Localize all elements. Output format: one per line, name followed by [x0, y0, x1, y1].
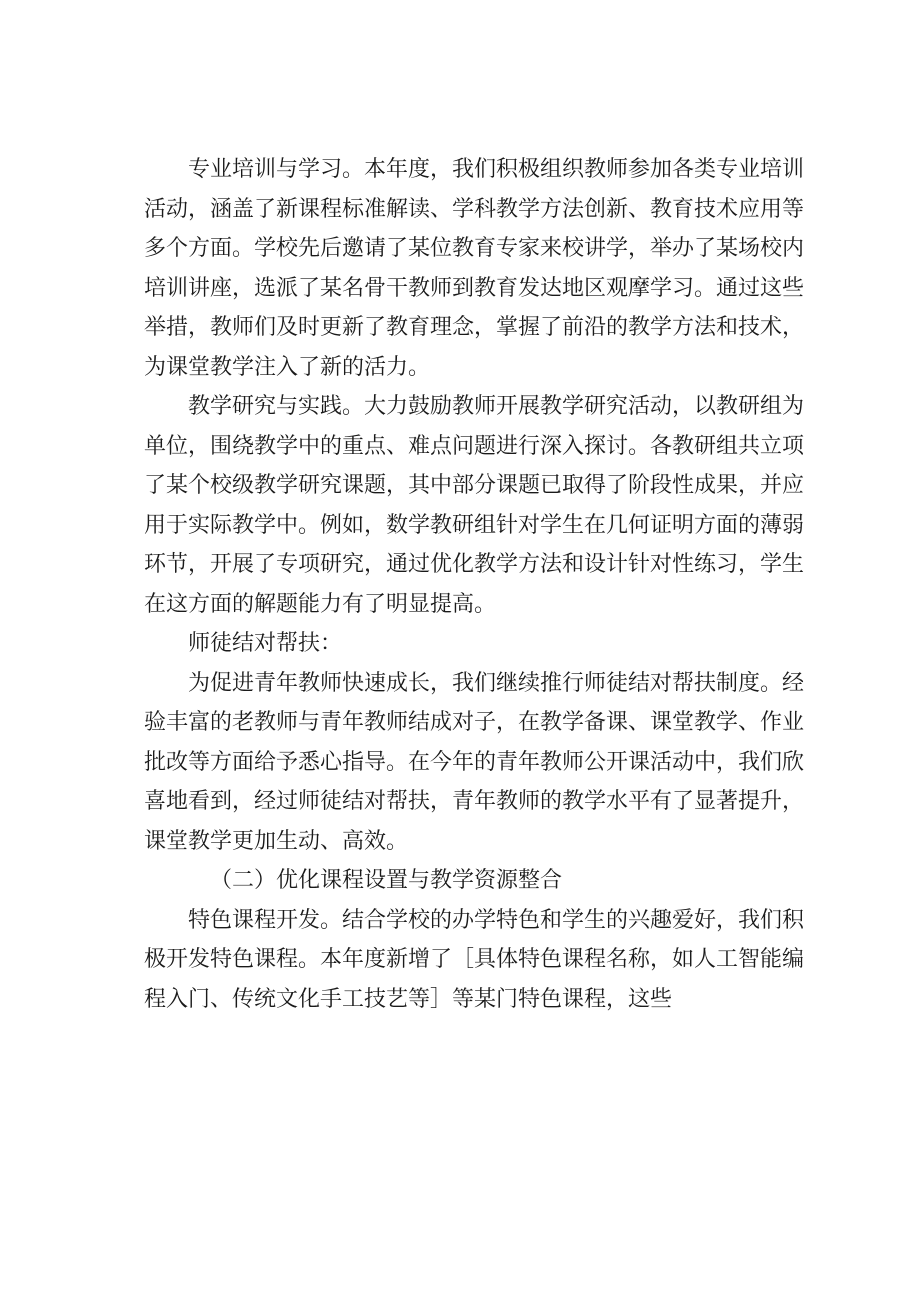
paragraph-mentorship-title: 师徒结对帮扶：: [188, 631, 343, 656]
paragraph-mentorship-body: 为促进青年教师快速成长，我们继续推行师徒结对帮扶制度。经验丰富的老教师与青年教师结成对子，在教学备课、课堂教学、作业批改等方面给予悉心指导。在今年的青年教师公开课活动中，我们欣喜地看到，经过师徒结对帮扶，青年教师的教学水平有了显著提升，课堂教学更加生动、高效。: [144, 670, 805, 854]
document-body: [144, 150, 804, 1019]
section-heading: （二）优化课程设置与教学资源整合: [210, 868, 563, 893]
paragraph-teaching-research: 教学研究与实践。大力鼓励教师开展教学研究活动，以教研组为单位，围绕教学中的重点、难点问题进行深入探讨。各教研组共立项了某个校级教学研究课题，其中部分课题已取得了阶段性成果，并应用于实际教学中。例如，数学教研组针对学生在几何证明方面的薄弱环节，开展了专项研究，通过优化教学方法和设计针对性练习，学生在这方面的解题能力有了明显提高。: [144, 394, 805, 617]
paragraph-professional-training: 专业培训与学习。本年度，我们积极组织教师参加各类专业培训活动，涵盖了新课程标准解读、学科教学方法创新、教育技术应用等多个方面。学校先后邀请了某位教育专家来校讲学，举办了某场校内培训讲座，选派了某名骨干教师到教育发达地区观摩学习。通过这些举措，教师们及时更新了教育理念，掌握了前沿的教学方法和技术，为课堂教学注入了新的活力。: [144, 157, 805, 380]
paragraph-featured-courses: 特色课程开发。结合学校的办学特色和学生的兴趣爱好，我们积极开发特色课程。本年度新增了［具体特色课程名称，如人工智能编程入门、传统文化手工技艺等］等某门特色课程，这些: [144, 907, 805, 1012]
